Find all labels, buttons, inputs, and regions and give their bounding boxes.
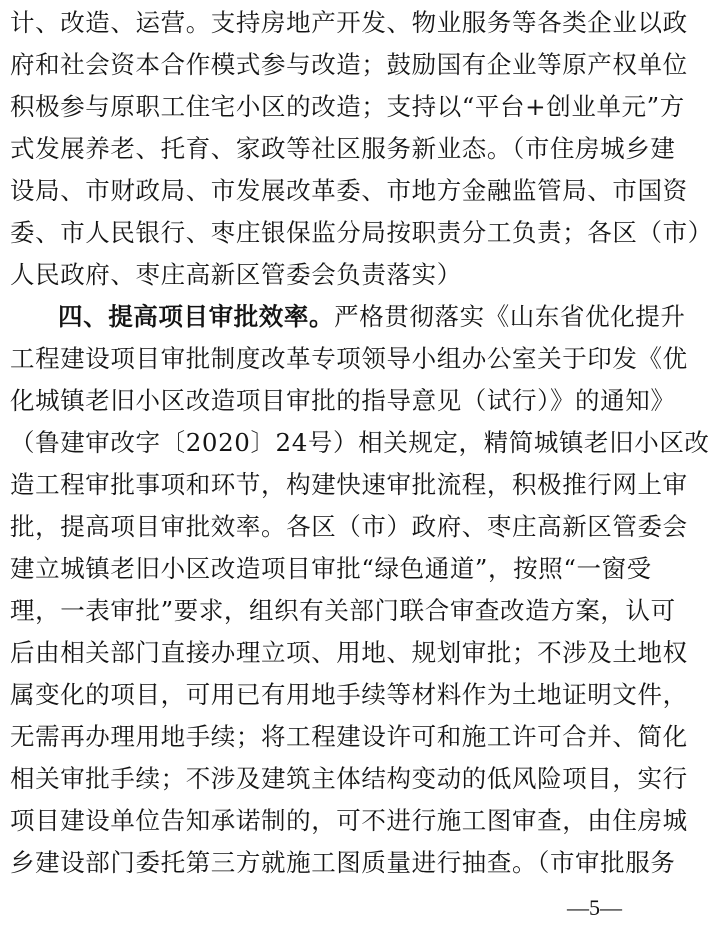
paragraph-line: 设局、市财政局、市发展改革委、市地方金融监管局、市国资	[10, 176, 688, 205]
section-heading: 四、提高项目审批效率。	[58, 302, 335, 331]
paragraph-line: 计、改造、运营。支持房地产开发、物业服务等各类企业以政	[10, 8, 688, 37]
section-line: 工程建设项目审批制度改革专项领导小组办公室关于印发《优	[10, 344, 688, 373]
paragraph-line: 式发展养老、托育、家政等社区服务新业态。（市住房城乡建	[10, 134, 676, 163]
section-line: 化城镇老旧小区改造项目审批的指导意见（试行）》的通知》	[10, 386, 676, 415]
paragraph-line: 府和社会资本合作模式参与改造；鼓励国有企业等原产权单位	[10, 50, 688, 79]
paragraph-line: 积极参与原职工住宅小区的改造；支持以“平台+创业单元”方	[10, 92, 685, 121]
section-line: 理，一表审批”要求，组织有关部门联合审查改造方案，认可	[10, 596, 676, 625]
section-line: 属变化的项目，可用已有用地手续等材料作为土地证明文件，	[10, 680, 688, 709]
section-line: 乡建设部门委托第三方就施工图质量进行抽查。（市审批服务	[10, 848, 676, 877]
section-line: 建立城镇老旧小区改造项目审批“绿色通道”，按照“一窗受	[10, 554, 652, 583]
section-line: 项目建设单位告知承诺制的，可不进行施工图审查，由住房城	[10, 806, 688, 835]
section-line: 造工程审批事项和环节，构建快速审批流程，积极推行网上审	[10, 470, 688, 499]
section-first-line	[58, 296, 686, 338]
section-line: 后由相关部门直接办理立项、用地、规划审批；不涉及土地权	[10, 638, 688, 667]
paragraph-line: 人民政府、枣庄高新区管委会负责落实）	[10, 260, 462, 289]
section-line: 批，提高项目审批效率。各区（市）政府、枣庄高新区管委会	[10, 512, 688, 541]
section-first-line-text: 严格贯彻落实《山东省优化提升	[334, 302, 686, 331]
section-line: （鲁建审改字〔2020〕24号）相关规定，精简城镇老旧小区改	[10, 428, 710, 457]
section-line: 相关审批手续；不涉及建筑主体结构变动的低风险项目，实行	[10, 764, 688, 793]
section-line: 无需再办理用地手续；将工程建设许可和施工许可合并、简化	[10, 722, 688, 751]
page-number: —5—	[567, 895, 622, 920]
paragraph-line: 委、市人民银行、枣庄银保监分局按职责分工负责；各区（市）	[10, 218, 713, 247]
